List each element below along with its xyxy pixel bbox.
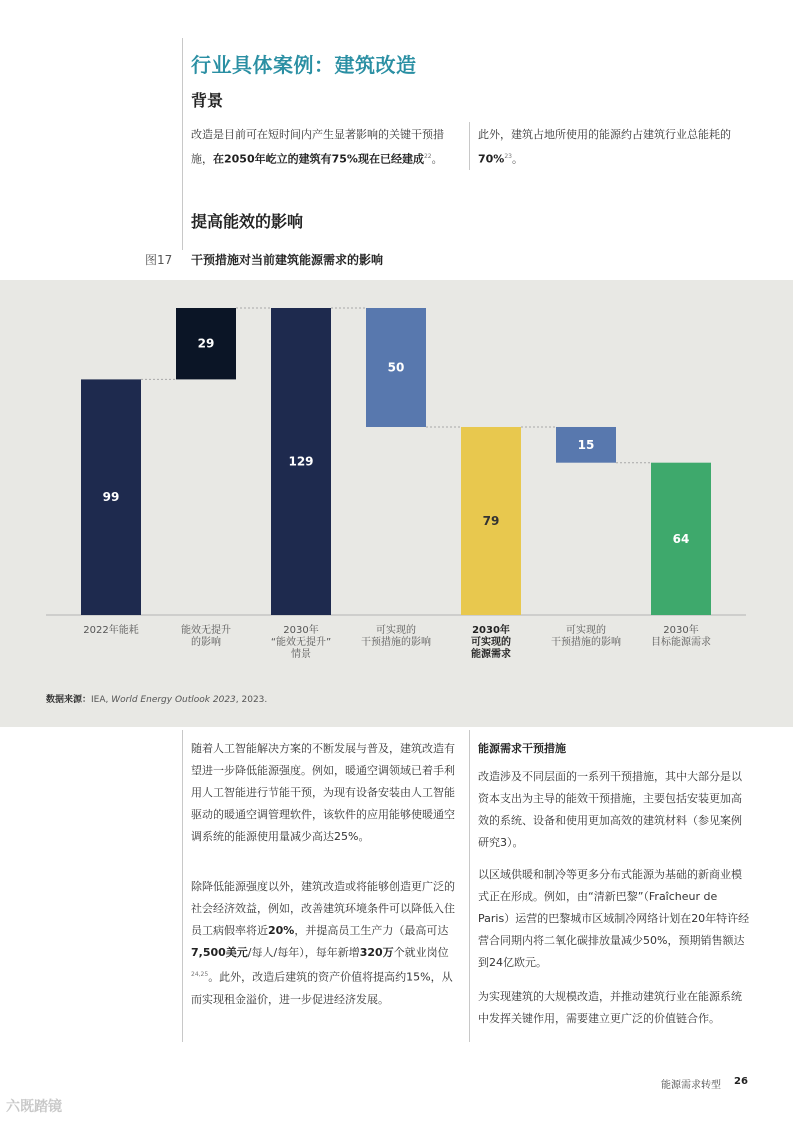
background-right-end: 。 <box>511 152 523 166</box>
background-left-paragraph <box>191 124 461 171</box>
figure-title: 干预措施对当前建筑能源需求的影响 <box>191 253 384 267</box>
p2-text-d: /每人/每年），每年新增 <box>247 946 360 959</box>
source-text: IEA, <box>91 695 112 705</box>
page-title: 行业具体案例：建筑改造 <box>191 53 417 77</box>
body-left-paragraph-1: 随着人工智能解决方案的不断发展与普及，建筑改造有望进一步降低能源强度。例如，暖通空调领域已着手利用人工智能进行节能干预，为现有设备安装由人工智能驱动的暖通空调管理软件，该软件的应用能够使暖通空调系统的能源使用量减少高达25%。 <box>191 742 455 843</box>
figure-source <box>46 692 267 705</box>
p2-text-f: 。此外，改造后建筑的资产价值将提高约15%，从而实现租金溢价，进一步促进经济发展。 <box>191 970 453 1006</box>
body-right-paragraph-1: 改造涉及不同层面的一系列干预措施，其中大部分是以资本支出为主导的能效干预措施，主要包括安装更加高效的系统、设备和使用更加高效的建筑材料（参见案例研究3）。 <box>478 770 742 849</box>
background-column-divider <box>469 122 470 170</box>
waterfall-chart <box>0 280 793 727</box>
impact-heading: 提高能效的影响 <box>191 212 304 231</box>
p2-bold-1: 20% <box>268 924 295 937</box>
figure-number: 图17 <box>145 253 173 267</box>
background-left-bold: 在2050年屹立的建筑有75%现在已经建成 <box>213 152 424 166</box>
category-label: 2030年目标能源需求 <box>651 625 711 648</box>
body-left-paragraph-2 <box>191 876 461 1011</box>
watermark-logo: 六既踏镜 <box>6 1099 62 1115</box>
data-label: 64 <box>672 531 690 546</box>
p2-text-e: 个就业岗位 <box>393 946 449 959</box>
category-label: 2030年可实现的能源需求 <box>471 625 511 660</box>
background-left-text: 改造是目前可在短时间内产生显著影响的关键干预措施， <box>191 128 444 166</box>
footnote-ref: 24,25 <box>191 971 209 978</box>
footnote-ref: 22 <box>423 153 432 160</box>
source-title: World Energy Outlook 2023 <box>111 695 236 705</box>
body-right-rule <box>469 730 470 1042</box>
page-number: 26 <box>734 1076 748 1087</box>
p2-bold-2: 7,500美元 <box>191 946 248 959</box>
header-divider-line <box>182 38 183 250</box>
data-label: 50 <box>387 360 405 375</box>
data-label: 99 <box>102 490 120 505</box>
source-year: , 2023. <box>235 695 268 705</box>
p2-text-a: 除降低能源强度以外，建筑改造或将能够创造更广泛的社会经济效益，例如，改善建筑环境条件可以降低入住员工病假率将近 <box>191 880 455 937</box>
footnote-ref: 23 <box>504 153 512 160</box>
category-label: 可实现的干预措施的影响 <box>361 625 431 648</box>
data-label: 15 <box>577 437 595 452</box>
body-left-rule <box>182 730 183 1042</box>
source-label: 数据来源： <box>46 695 92 705</box>
category-label: 2022年能耗 <box>83 625 139 636</box>
category-label: 能效无提升的影响 <box>181 625 231 648</box>
data-label: 29 <box>197 336 215 351</box>
data-label: 79 <box>482 513 500 528</box>
footer-section: 能源需求转型 <box>661 1080 721 1091</box>
data-label: 129 <box>288 454 314 469</box>
p2-text-c: ，并提高员工生产力（最高可达 <box>294 924 449 937</box>
category-label: 2030年“能效无提升”情景 <box>270 625 332 660</box>
category-label: 可实现的干预措施的影响 <box>551 625 621 648</box>
background-heading: 背景 <box>191 91 224 110</box>
background-right-paragraph <box>478 124 750 171</box>
p2-bold-3: 320万 <box>359 946 394 959</box>
body-right-paragraph-3: 为实现建筑的大规模改造，并推动建筑行业在能源系统中发挥关键作用，需要建立更广泛的价值链合作。 <box>478 990 742 1025</box>
right-subheading: 能源需求干预措施 <box>478 742 566 755</box>
body-right-paragraph-2: 以区域供暖和制冷等更多分布式能源为基础的新商业模式正在形成。例如，由“清新巴黎”（Fraîcheur de Paris）运营的巴黎城市区域制冷网络计划在20年特许经营合同期内将二氧化碳排放量减少50%，预期销售额达到24亿欧元。 <box>478 868 750 969</box>
background-left-end: 。 <box>431 152 443 166</box>
background-right-text: 此外，建筑占地所使用的能源约占建筑行业总能耗的 <box>478 128 731 141</box>
background-right-bold: 70% <box>478 152 505 166</box>
